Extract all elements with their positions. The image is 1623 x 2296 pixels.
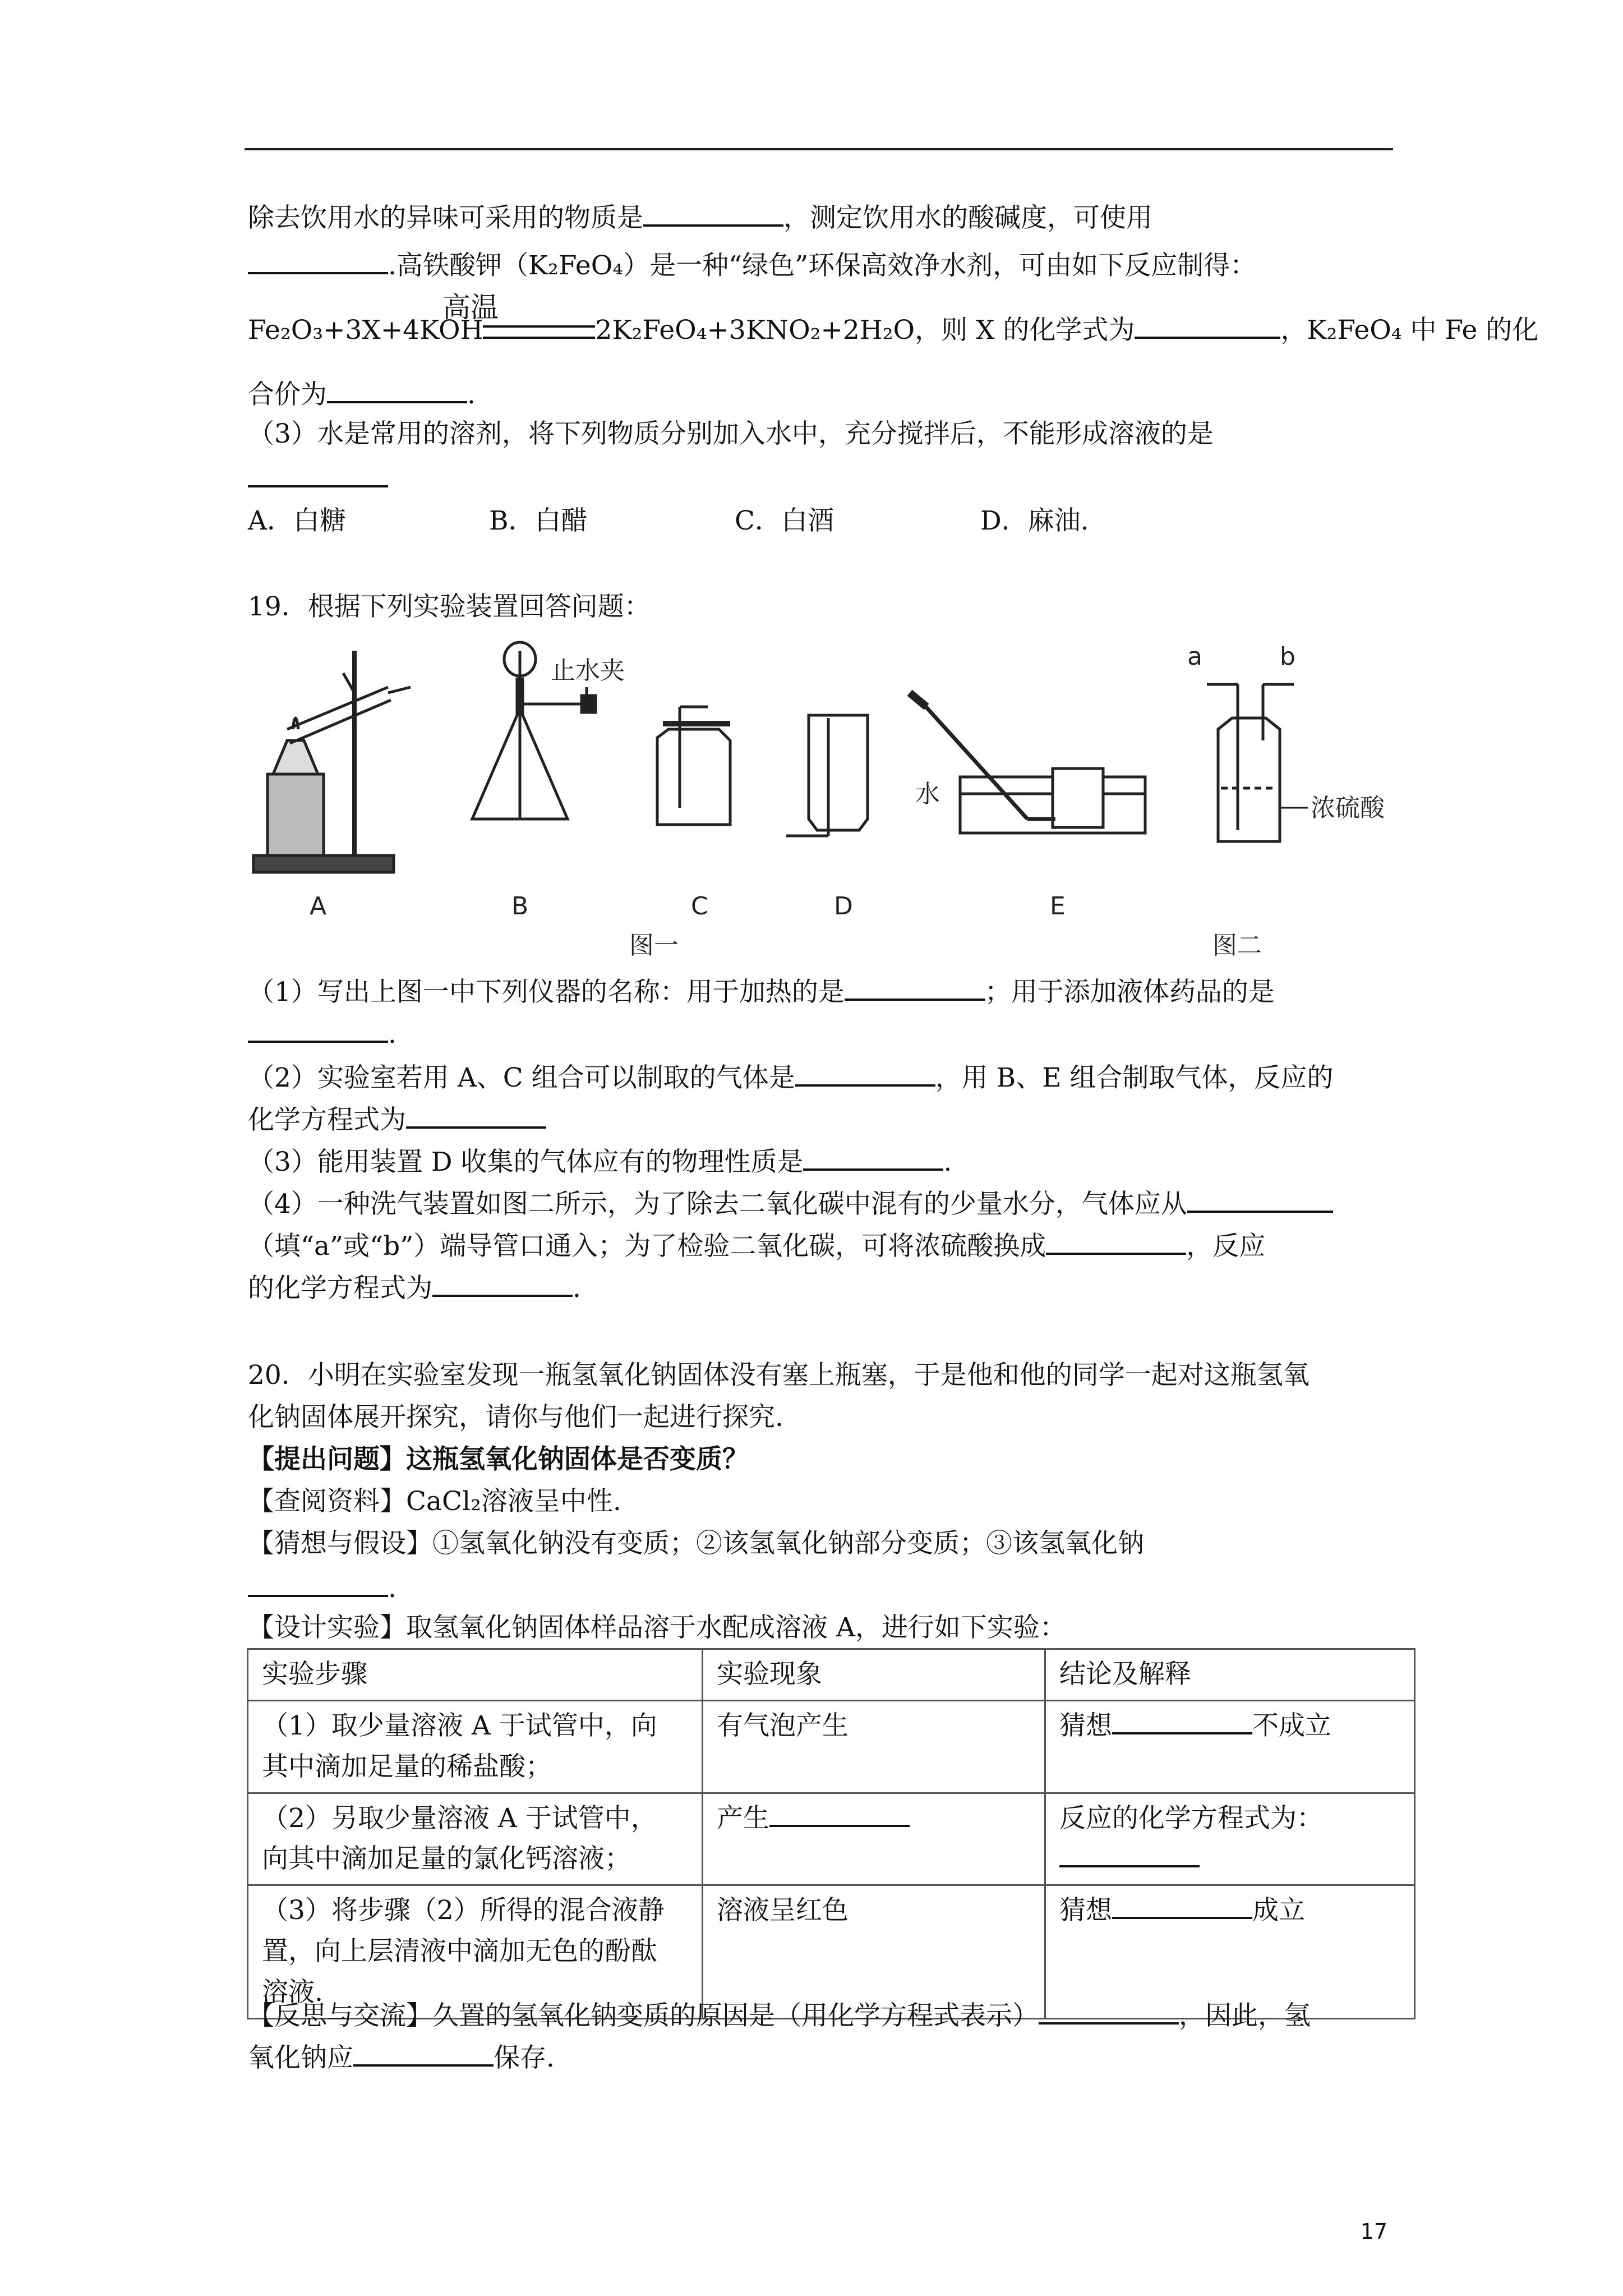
q18-text: 除去饮用水的异味可采用的物质是: [248, 203, 643, 233]
q20-text: ，因此，氢: [1179, 2000, 1311, 2031]
label-e: E: [1050, 892, 1066, 921]
table-header: 结论及解释: [1045, 1649, 1415, 1701]
option-d: D．麻油.: [980, 505, 1089, 536]
table-cell: （1）取少量溶液 A 于试管中，向 其中滴加足量的稀盐酸；: [248, 1700, 703, 1793]
q20-design: 【设计实验】取氢氧化钠固体样品溶于水配成溶液 A，进行如下实验：: [248, 1612, 1066, 1643]
acid-label: 浓硫酸: [1311, 794, 1385, 822]
q19-text: （填“a”或“b”）端导管口通入；为了检验二氧化碳，可将浓硫酸换成: [248, 1231, 1046, 1262]
q20-reflect: [248, 2000, 1311, 2029]
q19-text: （1）写出上图一中下列仪器的名称：用于加热的是: [248, 977, 845, 1007]
table-header: 实验现象: [703, 1649, 1045, 1701]
q20-hypothesis: 【猜想与假设】①氢氧化钠没有变质；②该氢氧化钠部分变质；③该氢氧化钠: [248, 1528, 1144, 1559]
q18-line2: [248, 250, 1256, 279]
q20-info: 【查阅资料】CaCl₂溶液呈中性.: [248, 1486, 621, 1517]
reaction-condition: 高温: [442, 291, 499, 324]
q19-text: （2）实验室若用 A、C 组合可以制取的气体是: [248, 1062, 795, 1093]
table-row: [248, 1885, 1415, 2019]
q19-text: （4）一种洗气装置如图二所示，为了除去二氧化碳中混有的少量水分，气体应从: [248, 1189, 1187, 1220]
q19-p4: [248, 1188, 1333, 1220]
table-row: [248, 1793, 1415, 1885]
q19-text: ，反应: [1186, 1231, 1266, 1262]
q19-p4-cont: [248, 1230, 1266, 1262]
label-c: C: [691, 892, 708, 921]
q18-text: .高铁酸钾（K₂FeO₄）是一种“绿色”环保高效净水剂，可由如下反应制得：: [388, 250, 1257, 281]
label-d: D: [834, 892, 853, 921]
q19-text: ，用 B、E 组合制取气体，反应的: [935, 1062, 1334, 1093]
q19-p2-cont: [248, 1104, 546, 1133]
answer-blank[interactable]: [1135, 314, 1280, 339]
q20-intro2: 化钠固体展开探究，请你与他们一起进行探究.: [248, 1402, 783, 1433]
table-cell: 猜想 不成立: [1045, 1700, 1415, 1793]
answer-blank[interactable]: [353, 2042, 494, 2067]
answer-blank[interactable]: [248, 250, 388, 274]
table-cell: 产生: [703, 1793, 1045, 1885]
q19-p2: [248, 1062, 1333, 1091]
q20-hyp-blank: .: [248, 1572, 396, 1602]
q19-text: 的化学方程式为: [248, 1273, 432, 1304]
table-cell: 猜想 成立: [1045, 1885, 1415, 2019]
q18-line4: 合价为 .: [248, 379, 476, 410]
apparatus-e: [910, 693, 1145, 833]
option-b: B．白醋: [489, 505, 588, 536]
table-header-row: [248, 1649, 1415, 1701]
q20-text: 【反思与交流】久置的氢氧化钠变质的原因是（用化学方程式表示）: [248, 2000, 1039, 2031]
fig1-caption: 图一: [629, 931, 679, 960]
table-cell: 溶液呈红色: [703, 1885, 1045, 2019]
q20-question: 【提出问题】这瓶氢氧化钠固体是否变质？: [248, 1444, 749, 1475]
answer-blank[interactable]: [845, 976, 985, 1001]
q18-sub3: （3）水是常用的溶剂，将下列物质分别加入水中，充分搅拌后，不能形成溶液的是: [248, 418, 1214, 449]
apparatus-c: [657, 707, 730, 825]
port-a-label: a: [1187, 642, 1202, 671]
experiment-table: [247, 1648, 1415, 2019]
apparatus-d: [786, 715, 868, 836]
q19-p1-cont: .: [248, 1018, 396, 1047]
q20-intro1: 20．小明在实验室发现一瓶氢氧化钠固体没有塞上瓶塞，于是他和他的同学一起对这瓶氢氧: [248, 1360, 1310, 1391]
q19-text: ；用于添加液体药品的是: [984, 977, 1275, 1007]
label-a: A: [310, 892, 327, 921]
table-cell: 有气泡产生: [703, 1700, 1045, 1793]
equals-arrow: [483, 325, 595, 339]
answer-blank[interactable]: [248, 1572, 388, 1597]
answer-blank[interactable]: [1112, 1710, 1252, 1734]
table-cell: （3）将步骤（2）所得的混合液静 置，向上层清液中滴加无色的酚酞 溶液.: [248, 1885, 703, 2019]
answer-blank[interactable]: [1187, 1188, 1333, 1213]
q18-text: ，K₂FeO₄ 中 Fe 的化: [1280, 315, 1539, 346]
fig2-caption: 图二: [1212, 931, 1262, 960]
answer-blank[interactable]: [769, 1802, 910, 1827]
answer-blank[interactable]: [1046, 1230, 1186, 1255]
answer-blank[interactable]: [803, 1146, 943, 1171]
answer-blank[interactable]: [643, 202, 783, 227]
answer-blank[interactable]: [1039, 2000, 1179, 2024]
label-b: B: [511, 892, 529, 921]
q18-text: ，测定饮用水的酸碱度，可使用: [783, 203, 1152, 233]
equation-products: 2K₂FeO₄+3KNO₂+2H₂O，则 X 的化学式为: [595, 315, 1135, 346]
answer-blank[interactable]: [248, 463, 388, 487]
q18-equation: [248, 314, 1539, 346]
table-row: [248, 1700, 1415, 1793]
answer-blank[interactable]: [1112, 1894, 1252, 1919]
q20-text: 氧化钠应: [248, 2042, 353, 2073]
stopclip-label: 止水夹: [551, 656, 625, 685]
answer-blank[interactable]: [248, 1018, 388, 1043]
equation-reactants: Fe₂O₃+3X+4KOH: [248, 315, 483, 346]
answer-blank[interactable]: [432, 1272, 573, 1297]
header-rule: [245, 148, 1393, 150]
answer-blank[interactable]: [327, 379, 467, 403]
q19-title: 19．根据下列实验装置回答问题：: [248, 591, 651, 622]
table-cell: 反应的化学方程式为：: [1045, 1793, 1415, 1885]
answer-blank[interactable]: [1059, 1843, 1200, 1867]
water-label: 水: [915, 780, 940, 808]
q18-blank-line: [248, 463, 388, 492]
option-c: C．白酒: [735, 505, 834, 536]
q18-line1: [248, 202, 1152, 231]
apparatus-wash-bottle: [1207, 684, 1308, 841]
q19-p3: （3）能用装置 D 收集的气体应有的物理性质是 .: [248, 1147, 952, 1177]
table-cell: （2）另取少量溶液 A 于试管中， 向其中滴加足量的氯化钙溶液；: [248, 1793, 703, 1885]
q20-text: 保存.: [494, 2042, 555, 2073]
answer-blank[interactable]: [795, 1062, 935, 1087]
q20-reflect-cont: [248, 2042, 555, 2071]
q19-text: 化学方程式为: [248, 1105, 406, 1135]
page-number: 17: [1360, 2219, 1387, 2244]
q19-p1: [248, 976, 1275, 1005]
answer-blank[interactable]: [406, 1104, 546, 1129]
port-b-label: b: [1280, 642, 1295, 671]
q18-text: 合价为: [248, 379, 327, 410]
apparatus-a: [253, 651, 411, 872]
option-a: A．白糖: [248, 505, 346, 536]
q19-p4-end: 的化学方程式为 .: [248, 1273, 581, 1304]
table-header: 实验步骤: [248, 1649, 703, 1701]
q19-text: （3）能用装置 D 收集的气体应有的物理性质是: [248, 1147, 804, 1177]
apparatus-figure: [248, 639, 1493, 970]
